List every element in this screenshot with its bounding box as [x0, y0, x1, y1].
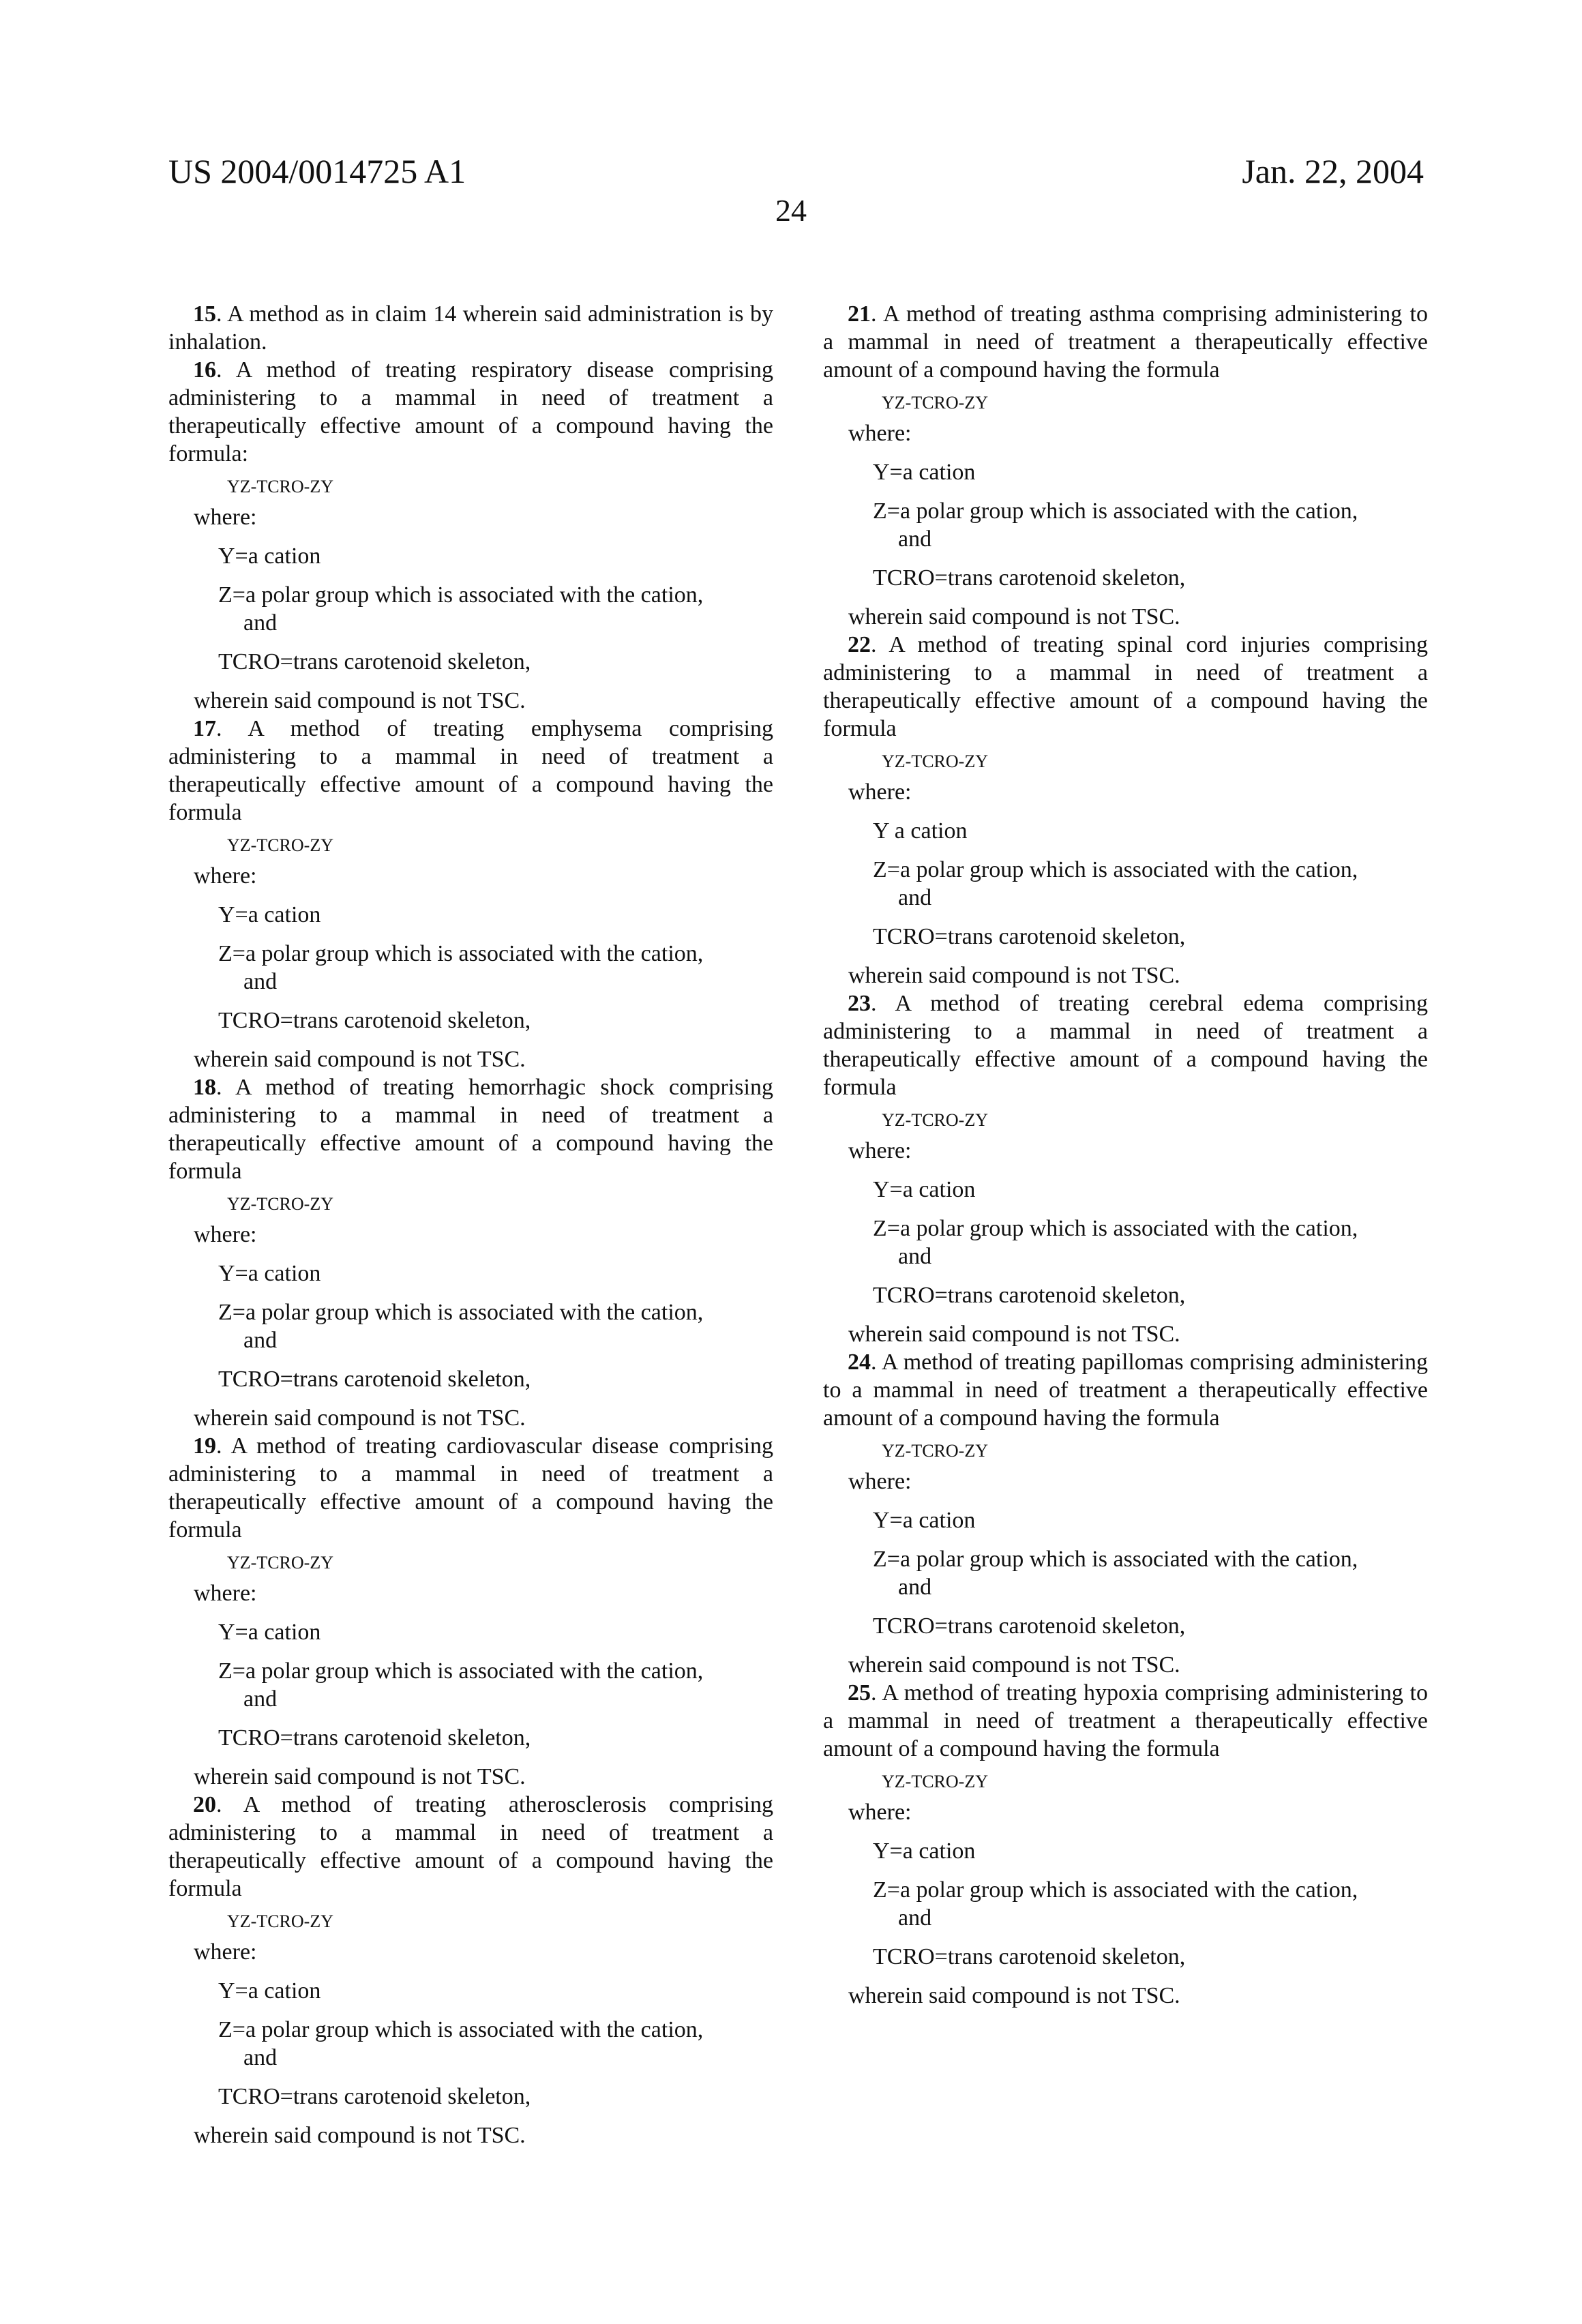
claim-text [168, 1791, 773, 1903]
claim-body: . A method of treating cardiovascular disease comprising administering to a mammal in need of treatment a therapeutically effective amount of a compound having the formula [168, 1433, 773, 1543]
claim-text [168, 1073, 773, 1185]
claim [168, 300, 773, 356]
formula: YZ-TCRO-ZY [227, 1551, 773, 1575]
formula: YZ-TCRO-ZY [882, 391, 1428, 415]
claim-tail: wherein said compound is not TSC. [848, 1320, 1428, 1348]
definition-continuation: and [873, 884, 1428, 912]
definition-continuation: and [218, 1685, 773, 1713]
claim-body: . A method of treating papillomas comprising administering to a mammal in need of treatment a therapeutically effective amount of a compound having the formula [823, 1350, 1428, 1431]
definition-text: Y=a cation [873, 1508, 975, 1533]
definition-item [873, 1876, 1428, 1932]
definition-text: Y=a cation [218, 1261, 320, 1286]
formula: YZ-TCRO-ZY [227, 1192, 773, 1217]
formula: YZ-TCRO-ZY [882, 1108, 1428, 1133]
definition-continuation: and [873, 1573, 1428, 1601]
definition-text: Y=a cation [218, 902, 320, 927]
claim-body: . A method of treating asthma comprising administering to a mammal in need of treatment a therapeutically effective amount of a compound having the formula [823, 301, 1428, 383]
claim-text [823, 989, 1428, 1101]
page-number: 24 [0, 192, 1582, 228]
where-label: where: [848, 1798, 1428, 1826]
claim [823, 1679, 1428, 2010]
claim [168, 1791, 773, 2149]
definition-text: TCRO=trans carotenoid skeleton, [218, 1725, 531, 1751]
definition-text: TCRO=trans carotenoid skeleton, [218, 1008, 531, 1033]
formula: YZ-TCRO-ZY [227, 475, 773, 499]
claim-tail: wherein said compound is not TSC. [194, 1763, 773, 1791]
definition-item [218, 1977, 773, 2005]
definition-text: Y=a cation [218, 543, 320, 569]
claim-body: . A method of treating respiratory disease comprising administering to a mammal in need of treatment a therapeutically effective amount of a compound having the formula: [168, 357, 773, 466]
definition-text: Z=a polar group which is associated with the cation, [873, 857, 1358, 882]
claim-text [823, 631, 1428, 743]
where-label: where: [194, 862, 773, 890]
definition-item [218, 1365, 773, 1393]
definition-item [873, 497, 1428, 553]
definition-text: Z=a polar group which is associated with the cation, [873, 1877, 1358, 1903]
claim-text [823, 1348, 1428, 1432]
definition-item [218, 940, 773, 996]
where-label: where: [194, 1579, 773, 1607]
claim-number: 22 [848, 632, 871, 657]
claim-body: . A method of treating spinal cord injuries comprising administering to a mammal in need of treatment a therapeutically effective amount of a compound having the formula [823, 632, 1428, 741]
definition-text: TCRO=trans carotenoid skeleton, [873, 1944, 1185, 1969]
definition-item [873, 1506, 1428, 1534]
definition-text: Z=a polar group which is associated with the cation, [218, 1658, 703, 1684]
claim-body: . A method as in claim 14 wherein said administration is by inhalation. [168, 301, 773, 355]
definition-continuation: and [218, 1326, 773, 1354]
definition-item [873, 1545, 1428, 1601]
definition-item [218, 1298, 773, 1354]
definition-text: Z=a polar group which is associated with the cation, [218, 941, 703, 966]
where-label: where: [194, 1221, 773, 1249]
claim-text [823, 300, 1428, 384]
definition-item [873, 1837, 1428, 1865]
claim-text [168, 356, 773, 468]
claim [823, 631, 1428, 989]
definition-item [873, 856, 1428, 912]
definition-continuation: and [218, 968, 773, 996]
claim-tail: wherein said compound is not TSC. [194, 1045, 773, 1073]
claim [168, 1432, 773, 1791]
definition-continuation: and [873, 1242, 1428, 1270]
definition-text: Y=a cation [873, 1177, 975, 1202]
definition-item [218, 1260, 773, 1287]
definition-text: TCRO=trans carotenoid skeleton, [218, 2084, 531, 2109]
where-label: where: [848, 419, 1428, 447]
where-label: where: [848, 1468, 1428, 1495]
definition-item [873, 1943, 1428, 1971]
definition-text: Z=a polar group which is associated with the cation, [218, 1300, 703, 1325]
definition-item [218, 1724, 773, 1752]
definition-text: Y=a cation [218, 1978, 320, 2003]
definition-item [218, 1007, 773, 1034]
definition-item [873, 458, 1428, 486]
claim-text [168, 300, 773, 356]
definition-text: Z=a polar group which is associated with the cation, [873, 1547, 1358, 1572]
definition-item [873, 1215, 1428, 1270]
claim-tail: wherein said compound is not TSC. [848, 603, 1428, 631]
definition-item [873, 1612, 1428, 1640]
claim-body: . A method of treating hypoxia comprising administering to a mammal in need of treatment a therapeutically effective amount of a compound having the formula [823, 1680, 1428, 1761]
definition-item [218, 648, 773, 676]
claim-text [168, 715, 773, 826]
claim-tail: wherein said compound is not TSC. [194, 687, 773, 715]
claim-number: 21 [848, 301, 871, 327]
formula: YZ-TCRO-ZY [227, 1909, 773, 1934]
claim-number: 16 [193, 357, 216, 383]
definition-text: TCRO=trans carotenoid skeleton, [218, 649, 531, 674]
claim-number: 19 [193, 1433, 216, 1459]
definition-text: Y=a cation [873, 1838, 975, 1864]
definition-text: Z=a polar group which is associated with the cation, [873, 498, 1358, 524]
claim [823, 1348, 1428, 1679]
definition-text: TCRO=trans carotenoid skeleton, [218, 1367, 531, 1392]
definition-text: Z=a polar group which is associated with the cation, [873, 1216, 1358, 1241]
definition-item [218, 901, 773, 929]
definition-text: Y=a cation [218, 1620, 320, 1645]
claim-number: 25 [848, 1680, 871, 1705]
claim [823, 989, 1428, 1348]
claim-body: . A method of treating atherosclerosis comprising administering to a mammal in need of treatment a therapeutically effective amount of a compound having the formula [168, 1792, 773, 1901]
definition-text: TCRO=trans carotenoid skeleton, [873, 1283, 1185, 1308]
definition-text: TCRO=trans carotenoid skeleton, [873, 1613, 1185, 1639]
publication-date: Jan. 22, 2004 [1242, 151, 1424, 191]
claim-number: 23 [848, 991, 871, 1016]
definition-text: TCRO=trans carotenoid skeleton, [873, 924, 1185, 949]
claim [168, 1073, 773, 1432]
claim-number: 17 [193, 716, 216, 741]
definition-text: Y a cation [873, 818, 967, 844]
definition-text: Z=a polar group which is associated with the cation, [218, 2017, 703, 2042]
claim-body: . A method of treating hemorrhagic shock comprising administering to a mammal in need of treatment a therapeutically effective amount of a compound having the formula [168, 1075, 773, 1184]
claim-text [168, 1432, 773, 1544]
formula: YZ-TCRO-ZY [227, 833, 773, 858]
claim-tail: wherein said compound is not TSC. [848, 962, 1428, 989]
claim-body: . A method of treating emphysema comprising administering to a mammal in need of treatment a therapeutically effective amount of a compound having the formula [168, 716, 773, 825]
definition-text: TCRO=trans carotenoid skeleton, [873, 565, 1185, 591]
where-label: where: [848, 778, 1428, 806]
definition-continuation: and [218, 2044, 773, 2072]
claim-text [823, 1679, 1428, 1763]
definition-item [873, 564, 1428, 592]
claim [168, 356, 773, 715]
left-column [168, 300, 773, 2149]
formula: YZ-TCRO-ZY [882, 1770, 1428, 1794]
definition-item [218, 2083, 773, 2111]
definition-item [218, 542, 773, 570]
definition-text: Z=a polar group which is associated with the cation, [218, 582, 703, 608]
where-label: where: [848, 1137, 1428, 1165]
definition-item [218, 1618, 773, 1646]
claim [168, 715, 773, 1073]
definition-continuation: and [873, 525, 1428, 553]
definition-item [873, 1176, 1428, 1204]
formula: YZ-TCRO-ZY [882, 1439, 1428, 1463]
definition-text: Y=a cation [873, 460, 975, 485]
publication-number: US 2004/0014725 A1 [168, 151, 466, 191]
claim-tail: wherein said compound is not TSC. [848, 1982, 1428, 2010]
claim-number: 15 [193, 301, 216, 327]
definition-item [873, 1281, 1428, 1309]
claim-number: 20 [193, 1792, 216, 1817]
definition-continuation: and [873, 1904, 1428, 1932]
definition-item [218, 1657, 773, 1713]
definition-item [873, 923, 1428, 951]
claim [823, 300, 1428, 631]
claim-number: 24 [848, 1350, 871, 1375]
where-label: where: [194, 1938, 773, 1966]
formula: YZ-TCRO-ZY [882, 749, 1428, 774]
definition-continuation: and [218, 609, 773, 637]
claim-body: . A method of treating cerebral edema comprising administering to a mammal in need of treatment a therapeutically effective amount of a compound having the formula [823, 991, 1428, 1100]
definition-item [218, 2016, 773, 2072]
claim-tail: wherein said compound is not TSC. [194, 2121, 773, 2149]
where-label: where: [194, 503, 773, 531]
definition-item [873, 817, 1428, 845]
definition-item [218, 581, 773, 637]
claim-tail: wherein said compound is not TSC. [848, 1651, 1428, 1679]
claim-tail: wherein said compound is not TSC. [194, 1404, 773, 1432]
claim-number: 18 [193, 1075, 216, 1100]
right-column [823, 300, 1428, 2010]
